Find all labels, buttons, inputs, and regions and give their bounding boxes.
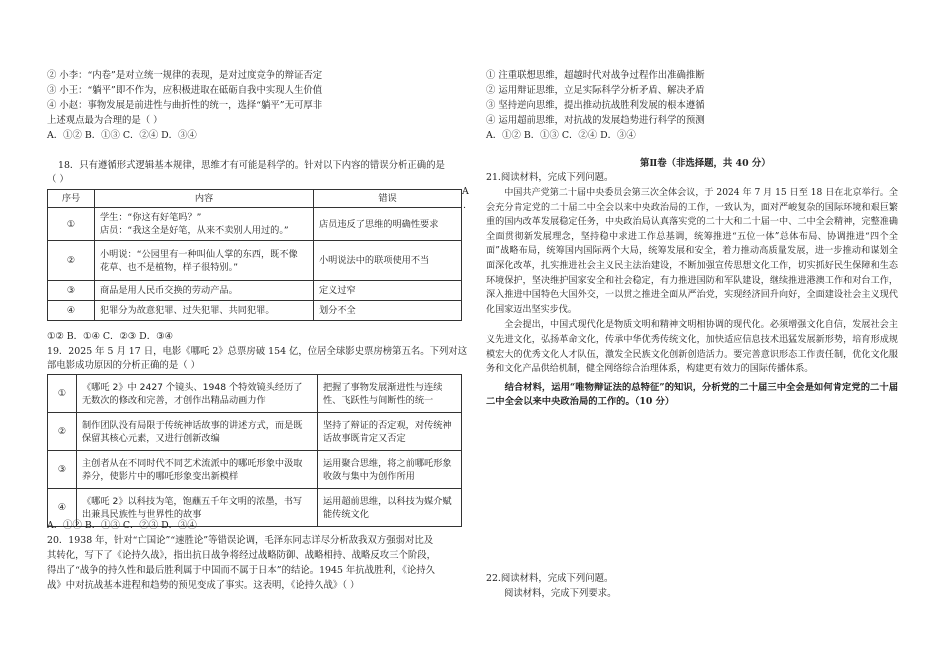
q20-option-1: ① 注重联想思维，超越时代对战争过程作出准确推断	[486, 70, 705, 81]
row-number: ④	[48, 301, 95, 321]
q20-answers: A．①② B．①③ C．②④ D．③④	[486, 130, 636, 141]
content-line: 出兼具民族性与世界性的故事	[82, 508, 202, 520]
q19-stem: 19．2025 年 5 月 17 日，电影《哪吒 2》总票房破 154 亿，位居全球影史票房榜第五名。下列对这	[47, 346, 468, 357]
q21-paragraph-2: 全会提出，中国式现代化是物质文明和精神文明相协调的现代化。必须增强文化自信，发展社会主义先进文化，弘扬革命文化，传承中华优秀传统文化，加快适应信息技术迅猛发展新形势，培育形成规模宏大的优秀文化人才队伍，激发全民族文化创新创造活力。要完善意识形态工作责任制，优化文化服务和文化产品供给机制，健全网络综合治理体系，构建更有效力的国际传播体系。	[486, 320, 898, 375]
q20-line-3: 得出了“战争的持久性和最后胜利属于中国而不属于日本”的结论。1945 年抗战胜利，《论持久	[47, 565, 435, 576]
row-content	[95, 241, 314, 281]
table-header: 错误	[314, 190, 462, 208]
analysis-line: 能传统文化	[323, 508, 369, 520]
q17-answers: A．①② B．①③ C．②④ D．③④	[47, 130, 197, 141]
row-number: ②	[48, 241, 95, 281]
analysis-line: 性、飞跃性与间断性的统一	[323, 394, 434, 406]
q17-option-4: ④ 小赵：事物发展是前进性与曲折性的统一，选择“躺平”无可厚非	[47, 100, 323, 111]
q19-stem-2: 部电影成功原因的分析正确的是（ ）	[47, 360, 200, 371]
content-line: 无数次的修改和完善，才创作出精品动画力作	[82, 394, 266, 406]
q20-line-1: 20．1938 年，针对“亡国论”“速胜论”等错误论调，毛泽东同志详尽分析敌我双方强弱对比及	[47, 535, 434, 546]
margin-dot: .	[463, 200, 466, 211]
q18-answers: ①② B．①④ C．②③ D．③④	[47, 331, 173, 342]
q18-stem-bracket: （ ）	[47, 174, 69, 185]
content-line: 《哪吒 2》中 2427 个镜头、1948 个特效镜头经历了	[82, 381, 303, 393]
row-analysis	[318, 489, 462, 527]
row-number: ③	[48, 451, 77, 489]
table-header: 序号	[48, 190, 95, 208]
analysis-line: 运用超前思维，以科技为媒介赋	[323, 495, 452, 507]
table-header: 内容	[95, 190, 314, 208]
row-content: 犯罪分为故意犯罪、过失犯罪、共同犯罪。	[95, 301, 314, 321]
content-line: 《哪吒 2》以科技为笔，饱蘸五千年文明的浓墨，书写	[82, 495, 303, 507]
content-line: 花草、也不是植物，样子很特别。”	[100, 261, 238, 273]
row-number: ③	[48, 281, 95, 301]
content-line: 保留其核心元素，又进行创新改编	[82, 432, 220, 444]
row-number: ①	[48, 375, 77, 413]
table-row	[48, 451, 462, 489]
table-row	[48, 208, 462, 241]
q20-option-2: ② 运用辩证思维，立足实际科学分析矛盾、解决矛盾	[486, 85, 705, 96]
q20-option-3: ③ 坚持逆向思维，提出推动抗战胜利发展的根本遵循	[486, 100, 705, 111]
row-number: ①	[48, 208, 95, 241]
q17-prompt: 上述观点最为合理的是（ ）	[47, 115, 163, 126]
row-error: 小明说法中的联项使用不当	[314, 241, 462, 281]
q20-option-4: ④ 运用超前思维，对抗战的发展趋势进行科学的预测	[486, 115, 705, 126]
q17-option-3: ③ 小王：“躺平”即不作为，应积极进取在砥砺自我中实现人生价值	[47, 85, 323, 96]
row-error: 划分不全	[314, 301, 462, 321]
q21-heading: 21.阅读材料，完成下列问题。	[486, 172, 614, 183]
content-line: 小明说：“公园里有一种叫仙人掌的东西，既不像	[100, 248, 298, 260]
section-title: 第Ⅱ卷（非选择题，共 40 分）	[640, 158, 771, 169]
q21-material	[486, 186, 898, 410]
content-line: 制作团队没有局限于传统神话故事的讲述方式，而是既	[82, 419, 303, 431]
row-content	[95, 208, 314, 241]
q21-task: 结合材料，运用“唯物辩证法的总特征”的知识，分析党的二十届三中全会是如何肯定党的二十届二中全会以来中央政治局的工作的。（10 分）	[486, 381, 898, 408]
q22-heading: 22.阅读材料，完成下列问题。	[486, 573, 614, 584]
analysis-line: 运用聚合思维，将之前哪吒形象	[323, 457, 452, 469]
row-error: 定义过窄	[314, 281, 462, 301]
table-row	[48, 413, 462, 451]
content-line: 学生：“你这有好笔吗？”	[100, 212, 202, 223]
row-number: ②	[48, 413, 77, 451]
q18-table	[47, 189, 462, 321]
q20-line-4: 战》中对抗战基本进程和趋势的预见变成了事实。这表明，《论持久战》（ ）	[47, 580, 360, 591]
q18-stem: 18．只有遵循形式逻辑基本规律，思维才有可能是科学的。针对以下内容的错误分析正确的是	[58, 160, 445, 171]
row-analysis	[318, 413, 462, 451]
row-number: ④	[48, 489, 77, 527]
analysis-line: 坚持了辩证的否定观，对传统神	[323, 419, 452, 431]
q22-subheading: 阅读材料，完成下列要求。	[504, 588, 617, 599]
analysis-line: 收敛与集中为创作所用	[323, 470, 415, 482]
table-row	[48, 375, 462, 413]
row-content	[77, 375, 318, 413]
row-content	[77, 413, 318, 451]
q19-answers: A．①② B．①③ C．②③ D．③④	[47, 520, 197, 531]
row-content: 商品是用人民币交换的劳动产品。	[95, 281, 314, 301]
q19-table	[47, 374, 462, 527]
content-line: 养分，使影片中的哪吒形象变出新模样	[82, 470, 239, 482]
analysis-line: 话故事既肯定又否定	[323, 432, 406, 444]
row-error: 店员违反了思维的明确性要求	[314, 208, 462, 241]
row-analysis	[318, 375, 462, 413]
row-analysis	[318, 451, 462, 489]
q20-line-2: 其转化，写下了《论持久战》，指出抗日战争将经过战略防御、战略相持、战略反攻三个阶段，	[47, 550, 437, 561]
table-row	[48, 281, 462, 301]
analysis-line: 把握了事物发展渐进性与连续	[323, 381, 443, 393]
table-row	[48, 301, 462, 321]
margin-mark: A	[462, 186, 469, 197]
table-row	[48, 241, 462, 281]
q21-paragraph-1: 中国共产党第二十届中央委员会第三次全体会议，于 2024 年 7 月 15 日至 18 日在北京举行。全会充分肯定党的二十届二中全会以来中央政治局的工作，一致认为，面对严峻复杂的国际环境和艰巨繁重的国内改革发展稳定任务，中央政治局认真落实党的二十大和二十届一中、二中全会精神，完整准确全面贯彻新发展理念，坚持稳中求进工作总基调，统筹推进“五位一体”总体布局、协调推进“四个全面”战略布局，统筹国内国际两个大局，统筹发展和安全，着力推动高质量发展，进一步推动和谋划全面深化改革，扎实推进社会主义民主法治建设，不断加强宣传思想文化工作，切实抓好民生保障和生态环境保护，坚决维护国家安全和社会稳定，有力推进国防和军队建设，继续推进港澳工作和对台工作，深入推进中国特色大国外交，一以贯之推进全面从严治党，实现经济回升向好，全面建设社会主义现代化国家迈出坚实步伐。	[486, 188, 898, 315]
content-line: 主创者从在不同时代不同艺术流派中的哪吒形象中汲取	[82, 457, 303, 469]
row-content	[77, 451, 318, 489]
content-line: 店员：“我这全是好笔，从来不卖别人用过的。”	[100, 225, 289, 236]
q17-option-2: ② 小李：“内卷”是对立统一规律的表现，是对过度竞争的辩证否定	[47, 70, 323, 81]
